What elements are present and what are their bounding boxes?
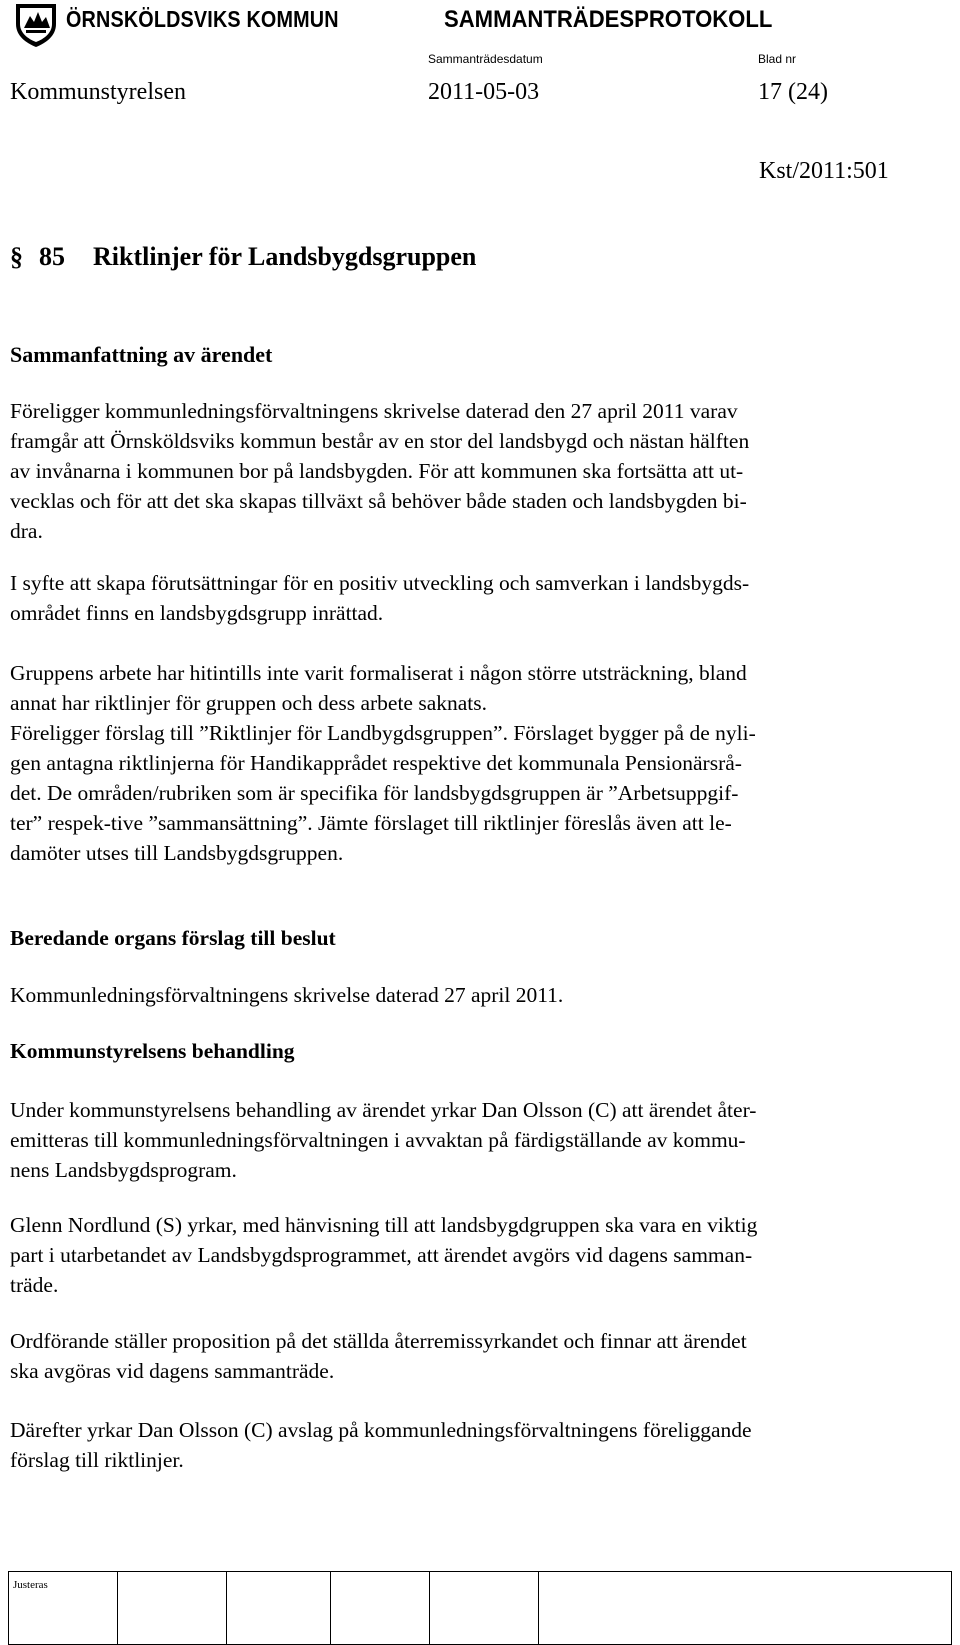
section-symbol: § (10, 242, 23, 271)
case-number: Kst/2011:501 (759, 158, 889, 184)
date-label: Sammanträdesdatum (428, 52, 543, 66)
document-title: SAMMANTRÄDESPROTOKOLL (444, 6, 773, 33)
handling-paragraph-1: Under kommunstyrelsens behandling av ärendet yrkar Dan Olsson (C) att ärendet åter- emitteras till kommunledningsförvaltningen i avvaktan på färdigställande av kommu- nens Landsbygdsprogram. (10, 1098, 757, 1182)
page-label: Blad nr (758, 52, 797, 66)
summary-paragraph-1: Föreligger kommunledningsförvaltningens skrivelse daterad den 27 april 2011 varav framgår att Örnsköldsviks kommun består av en stor del landsbygd och nästan hälften av invånarna i kommunen bor på landsbygden. För att kommunen ska fortsätta att ut- vecklas och för att det ska skapas tillväxt så behöver både staden och landsbygden bi- dra. (10, 399, 750, 543)
signature-cell (430, 1572, 539, 1645)
section-number: 85 (39, 242, 65, 271)
summary-paragraph-4: Föreligger förslag till ”Riktlinjer för Landbygdsgruppen”. Förslaget bygger på de nyli- gen antagna riktlinjerna för Handikapprådet respektive det kommunala Pensionärsrå- det. De områden/rubriken som är specifika för landsbygdsgruppen är ”Arbetsuppgif- ter” respek-tive ”sammansättning”. Jämte förslaget till riktlinjer föreslås även att le- damöter utses till Landsbygdsgruppen. (10, 721, 756, 865)
summary-paragraph-2: I syfte att skapa förutsättningar för en positiv utveckling och samverkan i landsbygds- området finns en landsbygdsgrupp inrättad. (10, 571, 750, 625)
signature-cell (331, 1572, 430, 1645)
signature-cell (227, 1572, 331, 1645)
municipality-name: ÖRNSKÖLDSVIKS KOMMUN (66, 6, 339, 32)
municipality-logo (12, 2, 60, 48)
signature-cell (539, 1572, 952, 1645)
handling-paragraph-3: Ordförande ställer proposition på det ställda återremissyrkandet och finnar att ärendet ska avgöras vid dagens sammanträde. (10, 1329, 747, 1383)
handling-paragraph-4: Därefter yrkar Dan Olsson (C) avslag på kommunledningsförvaltningens föreliggande förslag till riktlinjer. (10, 1418, 752, 1472)
section-heading: Riktlinjer för Landsbygdsgruppen (93, 242, 477, 271)
handling-paragraph-2: Glenn Nordlund (S) yrkar, med hänvisning till att landsbygdgruppen ska vara en viktig part i utarbetandet av Landsbygdsprogrammet, att ärendet avgörs vid dagens samman- träde. (10, 1213, 758, 1297)
proposal-paragraph: Kommunledningsförvaltningens skrivelse daterad 27 april 2011. (10, 983, 564, 1007)
meeting-date: 2011-05-03 (428, 79, 540, 105)
summary-heading: Sammanfattning av ärendet (10, 342, 273, 367)
justeras-label: Justeras (13, 1579, 48, 1591)
signature-cell (9, 1572, 118, 1645)
committee-name: Kommunstyrelsen (10, 79, 186, 105)
summary-paragraph-3: Gruppens arbete har hitintills inte varit formaliserat i någon större utsträckning, bland annat har riktlinjer för gruppen och dess arbete saknats. (10, 661, 747, 715)
section-title (10, 242, 476, 272)
proposal-heading: Beredande organs förslag till beslut (10, 926, 336, 950)
handling-heading: Kommunstyrelsens behandling (10, 1039, 295, 1063)
signature-table (8, 1571, 952, 1645)
signature-cell (118, 1572, 227, 1645)
page-number: 17 (24) (758, 79, 828, 105)
